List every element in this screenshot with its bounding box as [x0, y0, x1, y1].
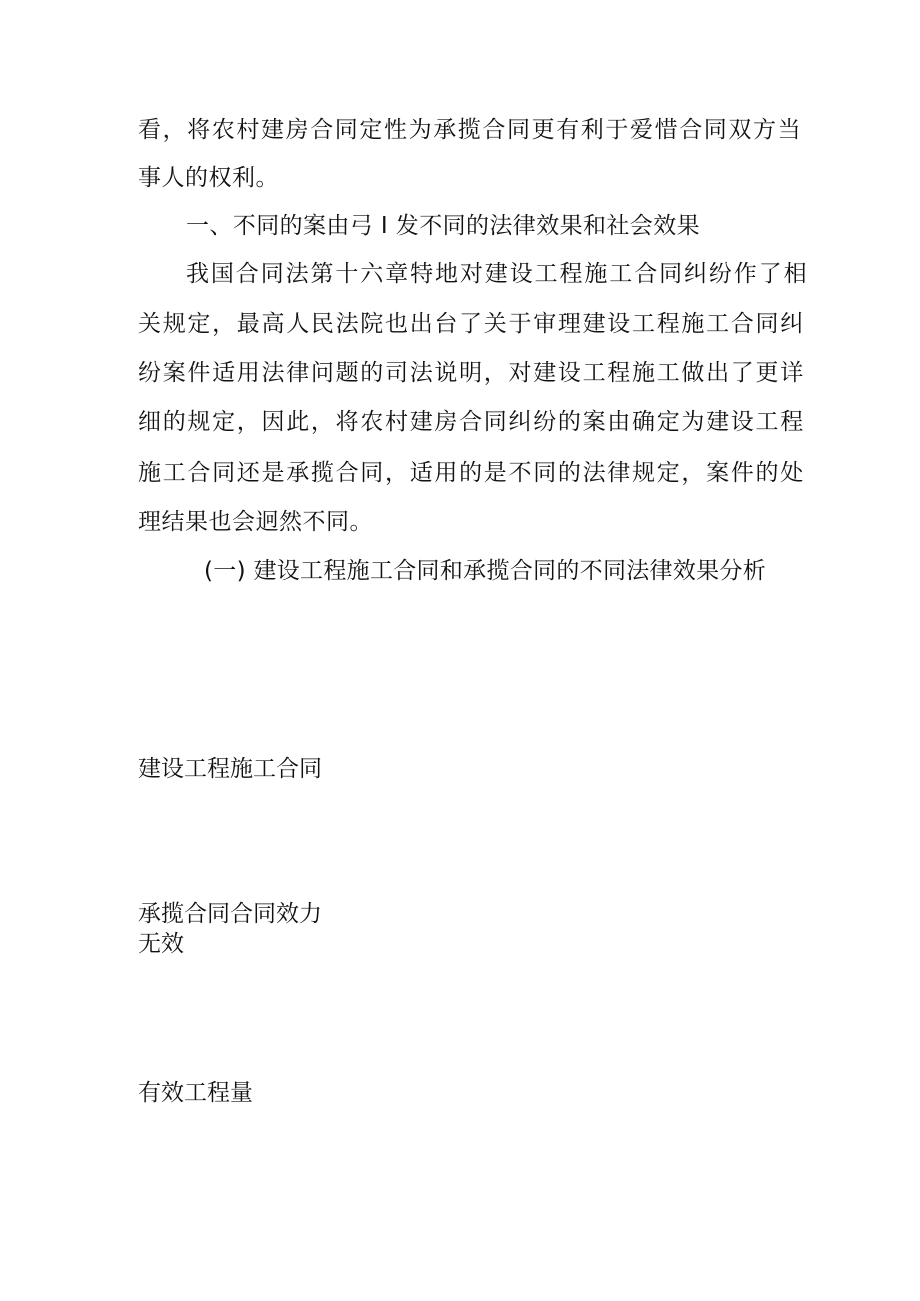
table-cell-text: 无效	[138, 931, 184, 957]
table-cell-text: 建设工程施工合同	[138, 756, 322, 782]
paragraph-line: 我国合同法第十六章特地对建设工程施工合同纠纷作了相	[186, 261, 809, 287]
section-heading: 一、不同的案由弓 I 发不同的法律效果和社会效果	[186, 213, 701, 239]
subsection-heading: (一) 建设工程施工合同和承揽合同的不同法律效果分析	[204, 558, 767, 584]
paragraph-line: 细的规定，因此，将农村建房合同纠纷的案由确定为建设工程	[138, 409, 805, 435]
table-cell-text: 有效工程量	[138, 1080, 253, 1106]
paragraph-line: 关规定，最高人民法院也出台了关于审理建设工程施工合同纠	[138, 311, 805, 337]
paragraph-line: 施工合同还是承揽合同，适用的是不同的法律规定，案件的处	[138, 460, 805, 486]
paragraph-line: 事人的权利。	[138, 165, 279, 191]
paragraph-line: 理结果也会迥然不同。	[138, 509, 373, 535]
table-cell-text: 承揽合同合同效力	[138, 901, 322, 927]
paragraph-line: 纷案件适用法律问题的司法说明，对建设工程施工做出了更详	[138, 360, 805, 386]
paragraph-line: 看，将农村建房合同定性为承揽合同更有利于爱惜合同双方当	[138, 117, 803, 143]
